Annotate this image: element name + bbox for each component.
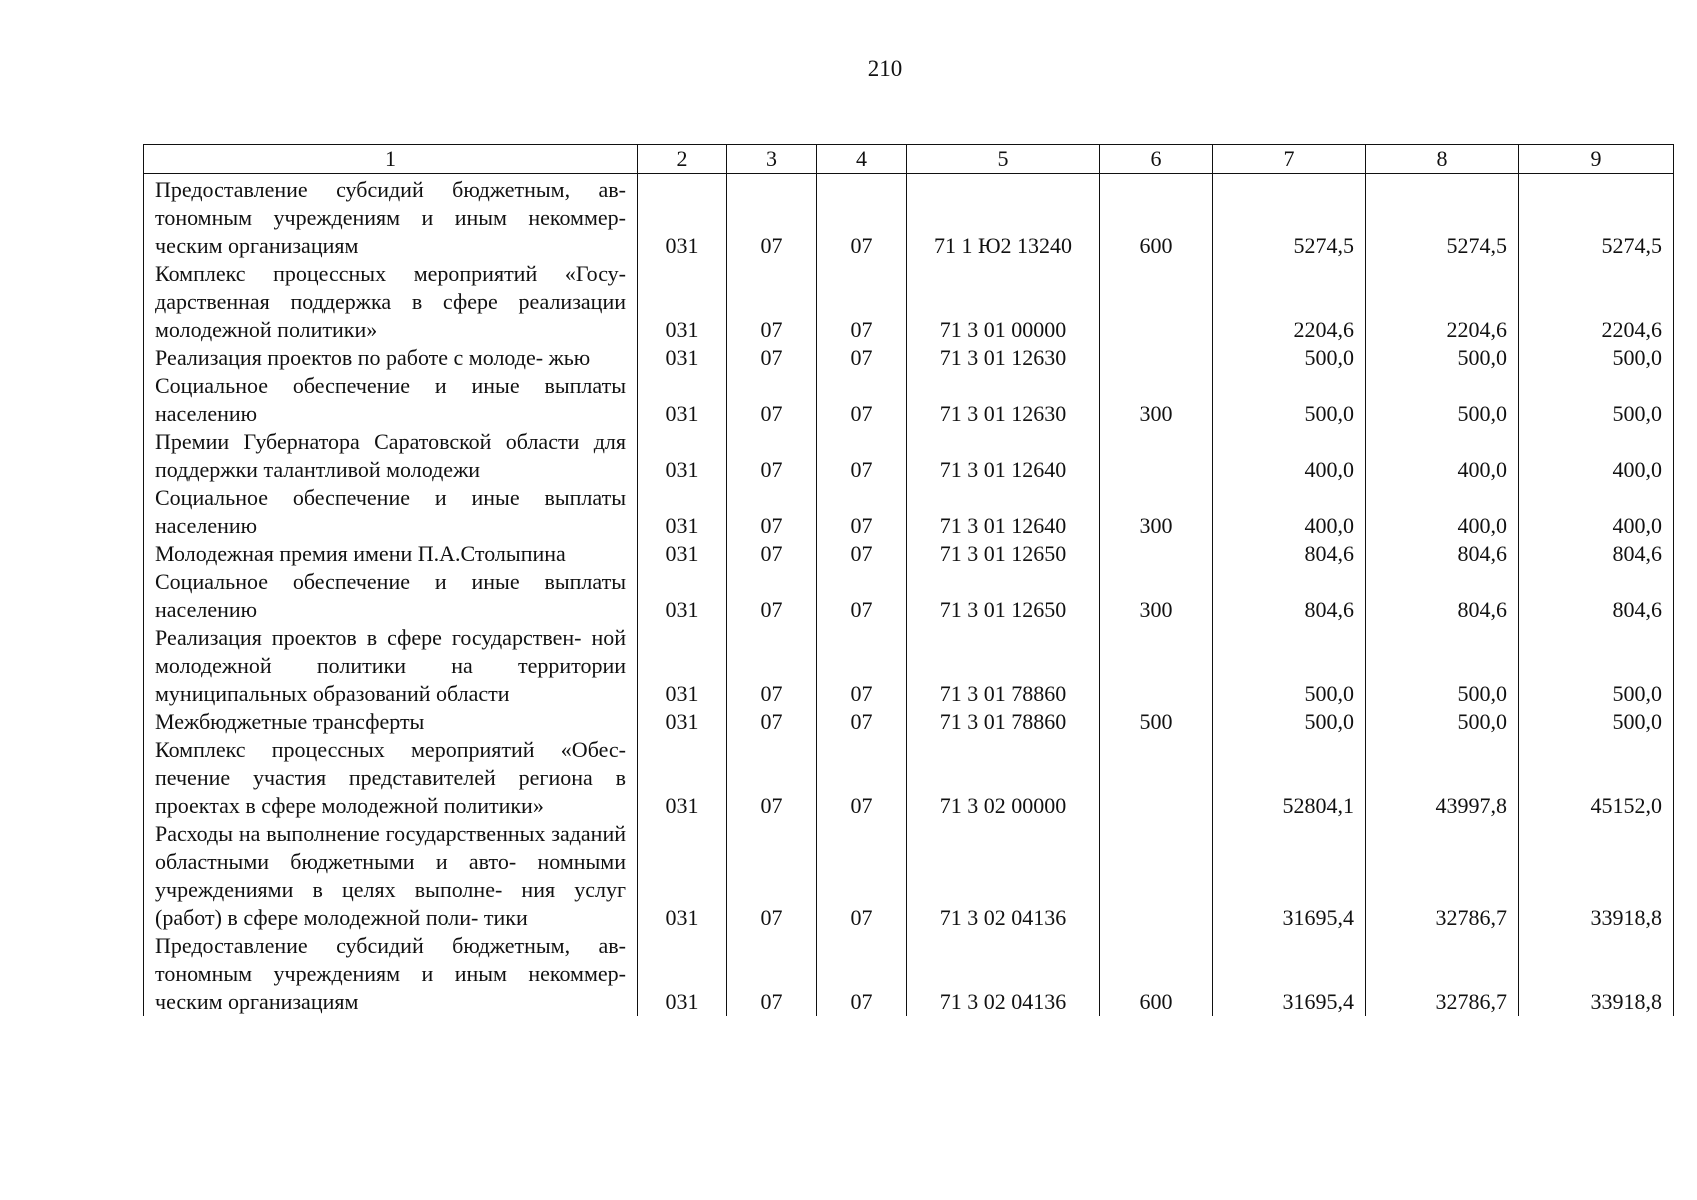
target-article-cell: 71 3 01 12630 [907,344,1100,372]
expense-type-cell [1100,624,1213,708]
chapter-code-cell: 031 [638,174,727,261]
amount-year2-cell: 400,0 [1366,428,1519,484]
subsection-code-cell: 07 [817,708,907,736]
amount-year1-cell: 804,6 [1213,568,1366,624]
expense-type-cell [1100,736,1213,820]
target-article-cell: 71 1 Ю2 13240 [907,174,1100,261]
table-row [144,372,1674,428]
table-row [144,736,1674,820]
subsection-code-cell: 07 [817,428,907,484]
amount-year1-cell: 5274,5 [1213,174,1366,261]
section-code-cell: 07 [727,932,817,1016]
table-row [144,708,1674,736]
amount-year2-cell: 43997,8 [1366,736,1519,820]
subsection-code-cell: 07 [817,820,907,932]
amount-year1-cell: 400,0 [1213,428,1366,484]
subsection-code-cell: 07 [817,624,907,708]
column-header: 2 [638,145,727,174]
expense-type-cell: 300 [1100,484,1213,540]
amount-year1-cell: 31695,4 [1213,932,1366,1016]
section-code-cell: 07 [727,736,817,820]
amount-year1-cell: 52804,1 [1213,736,1366,820]
section-code-cell: 07 [727,568,817,624]
column-header: 6 [1100,145,1213,174]
section-code-cell: 07 [727,174,817,261]
target-article-cell: 71 3 01 78860 [907,624,1100,708]
section-code-cell: 07 [727,372,817,428]
subsection-code-cell: 07 [817,736,907,820]
column-header: 9 [1519,145,1674,174]
section-code-cell: 07 [727,708,817,736]
target-article-cell: 71 3 02 04136 [907,932,1100,1016]
expense-type-cell [1100,540,1213,568]
row-name-cell: Реализация проектов по работе с молоде- жью [144,344,638,372]
row-name-cell: Социальное обеспечение и иные выплаты населению [144,568,638,624]
amount-year2-cell: 500,0 [1366,708,1519,736]
subsection-code-cell: 07 [817,344,907,372]
chapter-code-cell: 031 [638,372,727,428]
section-code-cell: 07 [727,428,817,484]
amount-year1-cell: 500,0 [1213,344,1366,372]
table-row [144,260,1674,344]
column-header: 1 [144,145,638,174]
section-code-cell: 07 [727,344,817,372]
amount-year1-cell: 804,6 [1213,540,1366,568]
amount-year3-cell: 500,0 [1519,344,1674,372]
amount-year3-cell: 45152,0 [1519,736,1674,820]
target-article-cell: 71 3 01 12650 [907,568,1100,624]
row-name-cell: Предоставление субсидий бюджетным, ав- тономным учреждениям и иным некоммер- ческим организациям [144,174,638,261]
amount-year2-cell: 32786,7 [1366,932,1519,1016]
column-header: 5 [907,145,1100,174]
section-code-cell: 07 [727,624,817,708]
expense-type-cell: 300 [1100,372,1213,428]
amount-year1-cell: 400,0 [1213,484,1366,540]
section-code-cell: 07 [727,484,817,540]
table-row [144,624,1674,708]
chapter-code-cell: 031 [638,344,727,372]
table-body [144,174,1674,1017]
row-name-cell: Расходы на выполнение государственных заданий областными бюджетными и авто- номными учреждениями в целях выполне- ния услуг (работ) в сфере молодежной поли- тики [144,820,638,932]
chapter-code-cell: 031 [638,428,727,484]
expense-type-cell: 300 [1100,568,1213,624]
expense-type-cell [1100,344,1213,372]
amount-year1-cell: 500,0 [1213,708,1366,736]
subsection-code-cell: 07 [817,540,907,568]
amount-year2-cell: 500,0 [1366,344,1519,372]
amount-year3-cell: 500,0 [1519,372,1674,428]
expense-type-cell: 500 [1100,708,1213,736]
column-header: 3 [727,145,817,174]
subsection-code-cell: 07 [817,260,907,344]
amount-year3-cell: 804,6 [1519,540,1674,568]
expense-type-cell [1100,428,1213,484]
amount-year2-cell: 500,0 [1366,372,1519,428]
amount-year2-cell: 804,6 [1366,568,1519,624]
row-name-cell: Социальное обеспечение и иные выплаты населению [144,372,638,428]
amount-year1-cell: 2204,6 [1213,260,1366,344]
subsection-code-cell: 07 [817,932,907,1016]
chapter-code-cell: 031 [638,484,727,540]
target-article-cell: 71 3 01 12650 [907,540,1100,568]
target-article-cell: 71 3 01 12640 [907,428,1100,484]
table-row [144,174,1674,261]
amount-year2-cell: 804,6 [1366,540,1519,568]
column-header: 8 [1366,145,1519,174]
chapter-code-cell: 031 [638,820,727,932]
chapter-code-cell: 031 [638,260,727,344]
subsection-code-cell: 07 [817,568,907,624]
page-number: 210 [867,56,903,81]
row-name-cell: Молодежная премия имени П.А.Столыпина [144,540,638,568]
amount-year3-cell: 500,0 [1519,708,1674,736]
amount-year3-cell: 5274,5 [1519,174,1674,261]
chapter-code-cell: 031 [638,708,727,736]
section-code-cell: 07 [727,540,817,568]
expense-type-cell [1100,820,1213,932]
budget-table [143,144,1674,1016]
table-row [144,540,1674,568]
row-name-cell: Предоставление субсидий бюджетным, ав- тономным учреждениям и иным некоммер- ческим организациям [144,932,638,1016]
amount-year3-cell: 400,0 [1519,428,1674,484]
section-code-cell: 07 [727,820,817,932]
row-name-cell: Комплекс процессных мероприятий «Госу- дарственная поддержка в сфере реализации молодежной политики» [144,260,638,344]
amount-year3-cell: 2204,6 [1519,260,1674,344]
header-row [144,145,1674,174]
chapter-code-cell: 031 [638,932,727,1016]
row-name-cell: Комплекс процессных мероприятий «Обес- печение участия представителей региона в проектах в сфере молодежной политики» [144,736,638,820]
target-article-cell: 71 3 02 04136 [907,820,1100,932]
expense-type-cell [1100,260,1213,344]
table-row [144,932,1674,1016]
amount-year1-cell: 500,0 [1213,624,1366,708]
expense-type-cell: 600 [1100,174,1213,261]
table-row [144,820,1674,932]
column-header: 7 [1213,145,1366,174]
amount-year2-cell: 32786,7 [1366,820,1519,932]
amount-year2-cell: 400,0 [1366,484,1519,540]
target-article-cell: 71 3 01 12640 [907,484,1100,540]
row-name-cell: Межбюджетные трансферты [144,708,638,736]
target-article-cell: 71 3 01 78860 [907,708,1100,736]
amount-year3-cell: 400,0 [1519,484,1674,540]
target-article-cell: 71 3 02 00000 [907,736,1100,820]
target-article-cell: 71 3 01 12630 [907,372,1100,428]
chapter-code-cell: 031 [638,624,727,708]
column-header: 4 [817,145,907,174]
amount-year2-cell: 2204,6 [1366,260,1519,344]
table-row [144,484,1674,540]
chapter-code-cell: 031 [638,540,727,568]
row-name-cell: Премии Губернатора Саратовской области для поддержки талантливой молодежи [144,428,638,484]
amount-year2-cell: 5274,5 [1366,174,1519,261]
amount-year2-cell: 500,0 [1366,624,1519,708]
amount-year1-cell: 500,0 [1213,372,1366,428]
amount-year3-cell: 804,6 [1519,568,1674,624]
subsection-code-cell: 07 [817,484,907,540]
section-code-cell: 07 [727,260,817,344]
table-row [144,428,1674,484]
row-name-cell: Реализация проектов в сфере государствен- ной молодежной политики на территории муниципальных образований области [144,624,638,708]
table-row [144,344,1674,372]
subsection-code-cell: 07 [817,372,907,428]
chapter-code-cell: 031 [638,568,727,624]
chapter-code-cell: 031 [638,736,727,820]
row-name-cell: Социальное обеспечение и иные выплаты населению [144,484,638,540]
amount-year3-cell: 500,0 [1519,624,1674,708]
amount-year3-cell: 33918,8 [1519,820,1674,932]
subsection-code-cell: 07 [817,174,907,261]
amount-year3-cell: 33918,8 [1519,932,1674,1016]
target-article-cell: 71 3 01 00000 [907,260,1100,344]
table-row [144,568,1674,624]
expense-type-cell: 600 [1100,932,1213,1016]
amount-year1-cell: 31695,4 [1213,820,1366,932]
